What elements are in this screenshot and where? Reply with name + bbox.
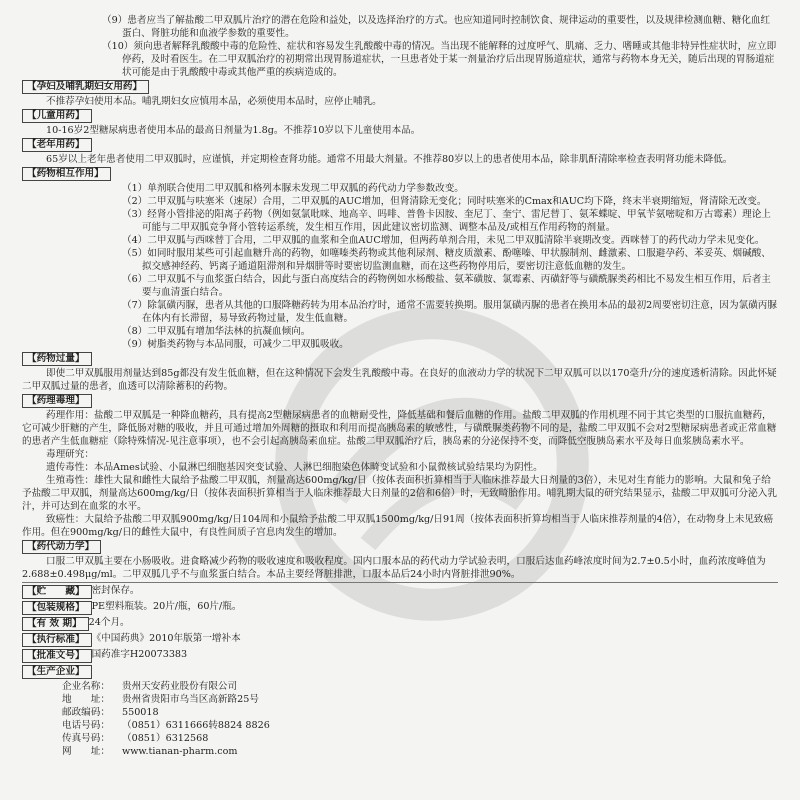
section-heading-pediatric: 【 儿童用药 】: [22, 109, 92, 123]
approval-row: [22, 648, 778, 664]
manufacturer-label: 网 址：: [62, 746, 110, 757]
manufacturer-row: [62, 732, 778, 745]
interaction-item: （7）除氯磺丙脲，患者从其他的口服降糖药转为用本品治疗时，通常不需要转换期。服用氯磺丙脲的患者在换用本品的最初2周要密切注意，因为氯磺丙脲在体内有长滞留，易导致药物过量，发生低血糖。: [122, 300, 777, 324]
standard-value: 《中国药典》2010年版第一增补本: [91, 633, 241, 644]
manufacturer-label: 电话号码：: [62, 720, 110, 731]
manufacturer-details: [62, 680, 778, 758]
section-text-pediatric: 10-16岁2型糖尿病患者使用本品的最高日剂量为1.8g。不推荐10岁以下儿童使用本品。: [46, 125, 421, 136]
intro-item-10: （10）须向患者解释乳酸酸中毒的危险性、症状和容易发生乳酸酸中毒的情况。当出现不能解释的过度呼气、肌痛、乏力、嗜睡或其他非特异性症状时，应立即停药，及时看医生。在二甲双胍治疗的初期常出现胃肠道症状，一旦患者处于某一剂量治疗后出现胃肠道症状，通常与药物本身无关，随后出现的胃肠道症状可能是由于乳酸酸中毒或其他严重的疾病造成的。: [102, 41, 777, 78]
toxicology-paragraph: 致癌性：大鼠给予盐酸二甲双胍900mg/kg/日104周和小鼠给予盐酸二甲双胍1500mg/kg/日91周（按体表面积折算均相当于人临床推荐剂量的4倍），在动物身上未见致癌作用。但在900mg/kg/日的雌性大鼠中，有良性间质子宫息肉发生的增加。: [22, 514, 774, 538]
section-heading-overdose: 【 药物过量 】: [22, 352, 92, 366]
interaction-item: （2）二甲双胍与呋塞米（速尿）合用，二甲双胍的AUC增加，但肾清除无变化；同时呋塞米的Cmax和AUC均下降，终末半衰期缩短，肾清除无改变。: [122, 196, 767, 207]
validity-row: [22, 616, 778, 632]
manufacturer-row: [62, 745, 778, 758]
interaction-item: （6）二甲双胍不与血浆蛋白结合，因此与蛋白高度结合的药物例如水杨酸盐、氨苯磺胺、氯霉素、丙磺舒等与磺酰脲类药相比不易发生相互作用，后者主要与血清蛋白结合。: [122, 274, 771, 298]
section-heading-validity: 【 有 效 期 】: [22, 617, 89, 631]
approval-value: 国药准字H20073383: [91, 649, 188, 660]
interaction-item: （8）二甲双胍有增加华法林的抗凝血倾向。: [122, 326, 311, 337]
manufacturer-label: 地 址：: [62, 694, 110, 705]
drug-leaflet-page: [22, 14, 778, 800]
validity-value: 24个月。: [88, 617, 130, 628]
manufacturer-value: 贵州天安药业股份有限公司: [122, 681, 238, 692]
manufacturer-value: 550018: [122, 707, 159, 718]
manufacturer-row: [62, 693, 778, 706]
section-heading-storage: 【 贮 藏 】: [22, 585, 92, 599]
packaging-row: [22, 600, 778, 616]
section-text-overdose: 即使二甲双胍服用剂量达到85g都没有发生低血糖，但在这种情况下会发生乳酸酸中毒。在良好的血液动力学的状况下二甲双胍可以以170毫升/分的速度透析清除。因此怀疑二甲双胍过量的患者，血透可以清除蓄积的药物。: [22, 368, 777, 392]
section-heading-pregnancy: 【 孕妇及哺乳期妇女用药 】: [22, 80, 149, 94]
manufacturer-row: [62, 680, 778, 693]
standard-row: [22, 632, 778, 648]
manufacturer-label: 传真号码：: [62, 733, 110, 744]
section-heading-geriatric: 【 老年用药 】: [22, 138, 92, 152]
manufacturer-row: [62, 719, 778, 732]
section-heading-interactions: 【 药物相互作用 】: [22, 167, 111, 181]
section-heading-pharmacology: 【 药理毒理 】: [22, 394, 92, 408]
storage-value: 密封保存。: [91, 585, 140, 596]
divider: [22, 582, 778, 583]
intro-item-9: （9）患者应当了解盐酸二甲双胍片治疗的潜在危险和益处，以及选择治疗的方式。也应知道同时控制饮食、规律运动的重要性，以及规律检测血糖、糖化血红蛋白、肾脏功能和血液学参数的重要性。: [102, 15, 771, 39]
manufacturer-label: 企业名称：: [62, 681, 110, 692]
manufacturer-value: 贵州省贵阳市乌当区高新路25号: [122, 694, 259, 705]
section-heading-packaging: 【 包装规格 】: [22, 601, 92, 615]
manufacturer-label: 邮政编码：: [62, 707, 110, 718]
interaction-item: （1）单剂联合使用二甲双胍和格列本脲未发现二甲双胍的药代动力学参数改变。: [122, 183, 464, 194]
section-heading-manufacturer: 【 生产企业 】: [22, 665, 92, 679]
toxicology-paragraph: 生殖毒性：雄性大鼠和雌性大鼠给予盐酸二甲双胍，剂量高达600mg/kg/日（按体表面积折算相当于人临床推荐最大日剂量的3倍），未见对生育能力的影响。大鼠和兔子给予盐酸二甲双胍，剂量高达600mg/kg/日（按体表面积折算相当于人临床推荐最大日剂量的2倍和6倍）时，无致畸胎作用。哺乳期大鼠的研究结果显示，盐酸二甲双胍可分泌入乳汁，并可达到在血浆的水平。: [22, 475, 777, 512]
toxicology-paragraph: 遗传毒性：本品Ames试验、小鼠淋巴细胞基因突变试验、人淋巴细胞染色体畸变试验和小鼠微核试验结果均为阴性。: [46, 462, 543, 473]
packaging-value: PE塑料瓶装。20片/瓶，60片/瓶。: [91, 601, 242, 612]
manufacturer-value: （0851）6311666转8824 8826: [122, 720, 270, 731]
section-heading-standard: 【 执行标准 】: [22, 633, 92, 647]
section-text-pregnancy: 不推荐孕妇使用本品。哺乳期妇女应慎用本品，必须使用本品时，应停止哺乳。: [46, 96, 382, 107]
manufacturer-value: （0851）6312568: [122, 733, 209, 744]
interaction-item: （4）二甲双胍与西咪替丁合用，二甲双胍的血浆和全血AUC增加，但两药单剂合用，未见二甲双胍清除半衰期改变。西咪替丁的药代动力学未见变化。: [122, 235, 765, 246]
manufacturer-row: [62, 706, 778, 719]
interaction-item: （5）如同时服用某些可引起血糖升高的药物，如噻嗪类药物或其他利尿剂、糖皮质激素、酚噻嗪、甲状腺制剂、雌激素、口服避孕药、苯妥英、烟碱酸、拟交感神经药、钙离子通道阻滞剂和异烟肼等时要密切监测血糖，而在这些药物停用后，要密切注意低血糖的发生。: [122, 248, 771, 272]
section-text-pk: 口服二甲双胍主要在小肠吸收。进食略减少药物的吸收速度和吸收程度。国内口服本品的药代动力学试验表明，口服后达血药峰浓度时间为2.7±0.5小时，血药浓度峰值为2.688±0.498μg/ml。二甲双胍几乎不与血浆蛋白结合。本品主要经肾脏排泄，口服本品后24小时内肾脏排泄90%。: [22, 556, 766, 580]
interaction-item: （3）经肾小管排泌的阳离子药物（例如氨氯吡咪、地高辛、吗啡、普鲁卡因胺、奎尼丁、奎宁、雷尼替丁、氨苯蝶啶、甲氧苄氨嘧啶和万古霉素）理论上可能与二甲双胍竞争肾小管转运系统，发生相互作用，因此建议密切监测、调整本品及/或相互作用药物的剂量。: [122, 209, 771, 233]
storage-row: [22, 584, 778, 600]
section-text-geriatric: 65岁以上老年患者使用二甲双胍时，应谨慎，并定期检查肾功能。通常不用最大剂量。不推荐80岁以上的患者使用本品，除非肌酐清除率检查表明肾功能未降低。: [46, 154, 733, 165]
manufacturer-value: www.tianan-pharm.com: [122, 746, 238, 757]
toxicology-heading: 毒理研究：: [46, 449, 94, 460]
section-heading-pk: 【 药代动力学 】: [22, 540, 101, 554]
pharmacology-action: 药理作用：盐酸二甲双胍是一种降血糖药，具有提高2型糖尿病患者的血糖耐受性，降低基础和餐后血糖的作用。盐酸二甲双胍的作用机理不同于其它类型的口服抗血糖药，它可减少肝糖的产生，降低肠对糖的吸收，并且可通过增加外周糖的摄取和利用而提高胰岛素的敏感性，与磺酰脲类药物不同的是，盐酸二甲双胍不会对2型糖尿病患者或正常血糖的患者产生低血糖症（除特殊情况-见注意事项），也不会引起高胰岛素血症。盐酸二甲双胍治疗后，胰岛素的分泌保持不变，而降低空腹胰岛素水平及每日血浆胰岛素水平。: [22, 410, 777, 447]
interaction-item: （9）树脂类药物与本品同服，可减少二甲双胍吸收。: [122, 339, 349, 350]
section-heading-approval: 【 批准文号 】: [22, 649, 92, 663]
